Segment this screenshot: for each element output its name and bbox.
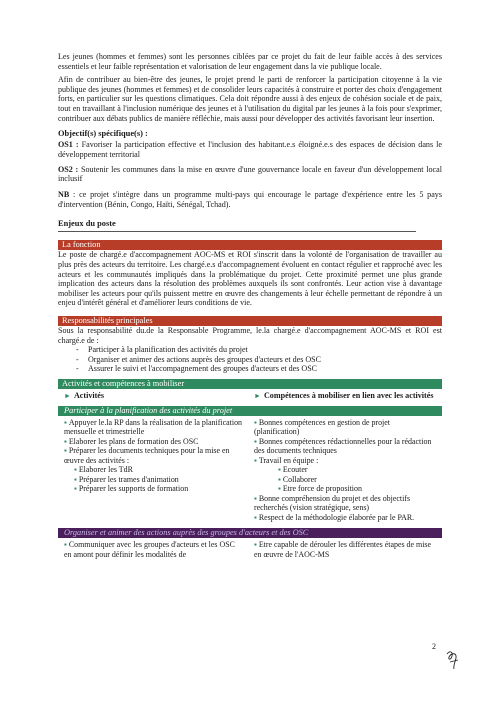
enjeux-heading: Enjeux du poste [58,219,416,232]
list-item: ▪ Bonnes compétences rédactionnelles pour la rédaction des documents techniques [254,436,432,456]
list-item: ▪ Etre force de proposition [278,484,362,494]
nb-note [58,190,442,209]
list-item: - Assurer le suivi et l'accompagnement des groupes d'acteurs et des OSC [88,364,442,374]
table-row [58,416,442,523]
list-item: ▪ Travail en équipe : [254,455,319,465]
table-row [58,538,442,559]
list-item: ▪ Préparer les supports de formation [74,484,189,494]
intro-paragraph-1: Les jeunes (hommes et femmes) sont les personnes ciblées par ce projet du fait de leur faible accès à des services essentiels et leur faible représentation et valorisation de leur engagement dans la vie publique locale. [58,52,442,71]
column-headers [58,389,442,402]
responsabilites-list [58,345,442,374]
fonction-bar: La fonction [58,240,442,250]
list-item: ▪ Ecouter [278,465,308,475]
competences-cell [242,416,434,523]
activites-bar: Activités et compétences à mobiliser [58,379,442,389]
intro-paragraph-2: Afin de contribuer au bien-être des jeunes, le projet prend le parti de renforcer la participation citoyenne à la vie publique des jeunes (hommes et femmes) et de consolider leurs capacités à construire et porter des choix d'engagement forts, en particulier sur les questions climatiques. Cela doit répondre aussi à des enjeux de cohésion sociale et de paix, tout en travaillant à l'inclusion numérique des jeunes et à l'utilisation du digital par les jeunes à la fois pour s'exprimer, contribuer aux débats publics de manière réfléchie, mais aussi pour développer des activités favorisant leur insertion. [58,75,442,123]
list-item: - Organiser et animer des actions auprès des groupes d'acteurs et des OSC [88,355,442,365]
responsabilites-intro: Sous la responsabilité du.de la Responsable Programme, le.la chargé.e d'accompagnement AOC-MS et ROI est chargé.e de : [58,325,442,345]
nb-label: NB [58,189,70,199]
list-item: ▪ Bonne compréhension du projet et des objectifs recherchés (vision stratégique, sens) [254,493,411,513]
os2-text: Soutenir les communes dans la mise en œuvre d'une gouvernance locale en faveur d'un développement local inclusif [58,164,442,184]
list-item: ▪ Bonnes compétences en gestion de projet (planification) [254,417,390,437]
document-page [58,52,442,559]
col-competences-head: ► Compétences à mobiliser en lien avec les activités [254,390,434,400]
triangle-icon: ► [254,391,261,400]
activities-table [58,406,442,560]
os1-text: Favoriser la participation effective et l'inclusion des habitant.e.s éloigné.e.s des espaces de décision dans le développement territorial [58,140,442,159]
list-item: - Participer à la planification des activités du projet [88,345,442,355]
responsabilites-bar: Responsabilités principales [58,316,442,326]
list-item: ▪ Respect de la méthodologie élaborée par le PAR. [254,512,415,522]
list-item: ▪ Elaborer les plans de formation des OSC [64,436,199,446]
objective-os1 [58,140,442,159]
nb-text: : ce projet s'intègre dans un programme multi-pays qui encourage le partage d'expérience entre les 5 pays d'intervention (Bénin, Congo, Haïti, Sénégal, Tchad). [58,189,442,209]
triangle-icon: ► [64,391,71,400]
activities-cell [58,416,242,523]
section-heading-planification: Participer à la planification des activités du projet [58,406,442,416]
list-item: ▪ Communiquer avec les groupes d'acteurs et les OSC en amont pour définir les modalités de [64,540,235,559]
col-activites-head: ► Activités [64,390,105,400]
list-item: ▪ Collaborer [278,474,317,484]
page-number: 2 [432,642,436,651]
list-item: ▪ Préparer les documents techniques pour la mise en œuvre des activités : [64,446,230,465]
os2-label: OS2 : [58,164,79,174]
section-heading-organiser: Organiser et animer des actions auprès des groupes d'acteurs et des OSC [58,528,442,538]
list-item: ▪ Elaborer les TdR [74,465,133,475]
objective-os2 [58,165,442,184]
objectives-heading: Objectif(s) spécifique(s) : [58,129,148,139]
os1-label: OS1 : [58,140,79,150]
activities-cell [58,538,242,559]
list-item: ▪ Préparer les trames d'animation [74,474,179,484]
list-item: ▪ Etre capable de dérouler les différentes étapes de mise en œuvre de l'AOC-MS [254,540,432,559]
competences-cell [242,538,434,559]
list-item: ▪ Appuyer le.la RP dans la réalisation de la planification mensuelle et trimestrielle [64,417,243,437]
signature-initials-icon [444,648,462,670]
fonction-text: Le poste de chargé.e d'accompagnement AOC-MS et ROI s'inscrit dans la volonté de l'organisation de travailler au plus près des acteurs du territoire. Les chargé.e.s d'accompagnement évoluent en contact régulier et rapproché avec les acteurs et les communautés impliqués dans la problématique du projet. Cette proximité permet une plus grande implication des acteurs dans la résolution des problèmes auxquels ils sont confrontés. Leur action vise à davantage mobiliser les acteurs pour qu'ils puissent mettre en œuvre des changements à leur échelle permettant de répondre à un enjeu d'intérêt général et d'améliorer leurs conditions de vie. [58,250,442,308]
